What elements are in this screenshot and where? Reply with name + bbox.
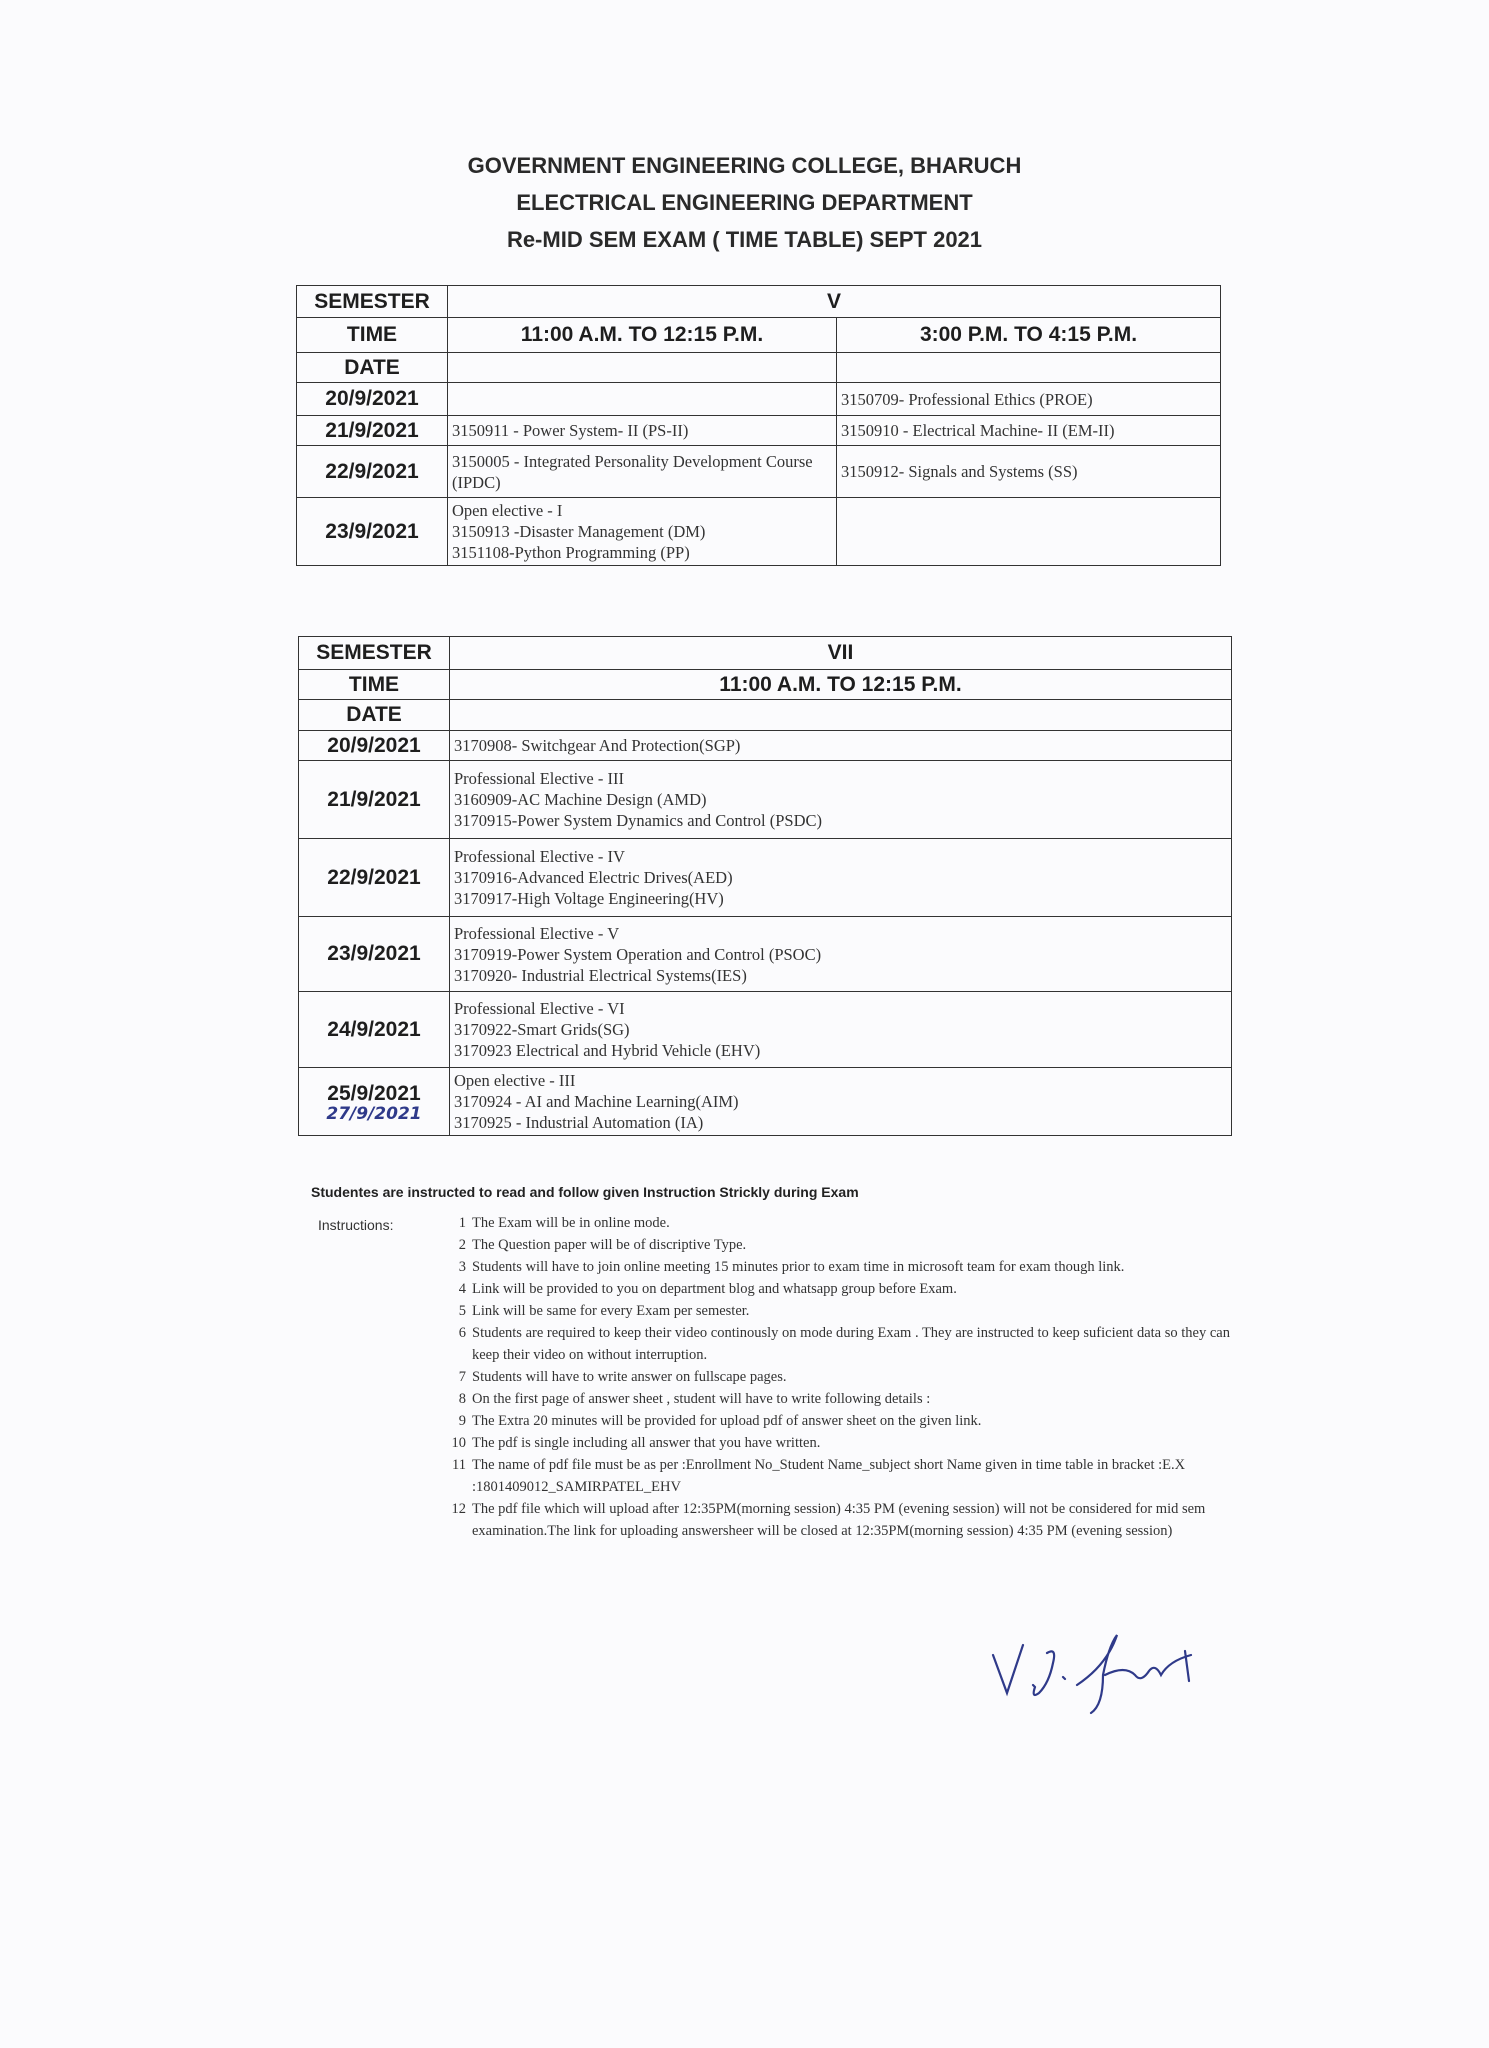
instruction-item <box>440 1300 1240 1322</box>
signature-image <box>985 1615 1245 1725</box>
evening-subject: 3150910 - Electrical Machine- II (EM-II) <box>837 416 1221 446</box>
instruction-text: Link will be provided to you on department blog and whatsapp group before Exam. <box>472 1281 957 1297</box>
instruction-item <box>440 1410 1240 1432</box>
row-date: 21/9/2021 <box>297 416 448 446</box>
instruction-text: The Question paper will be of discriptive Type. <box>472 1237 747 1253</box>
time-evening: 3:00 P.M. TO 4:15 P.M. <box>837 318 1221 353</box>
instruction-text: Students are required to keep their video continously on mode during Exam . They are instructed to keep suficient data so they can keep their video on without interruption. <box>472 1325 1230 1363</box>
semester-label: SEMESTER <box>297 286 448 318</box>
time-label: TIME <box>299 670 450 700</box>
semester-label: SEMESTER <box>299 637 450 670</box>
printed-date: 23/9/2021 <box>327 942 421 965</box>
table-row <box>299 992 1232 1068</box>
subject-line: Open elective - III <box>454 1071 576 1090</box>
instruction-text: The name of pdf file must be as per :Enrollment No_Student Name_subject short Name given in time table in bracket :E.X :1801409012_SAMIRPATEL_EHV <box>472 1457 1186 1495</box>
sem7-timetable <box>298 636 1232 1136</box>
date-label: DATE <box>299 700 450 731</box>
subjects <box>450 731 1232 761</box>
instruction-text: Students will have to write answer on fullscape pages. <box>472 1369 787 1385</box>
subjects <box>450 761 1232 839</box>
instruction-item <box>440 1212 1240 1234</box>
subject-line: 3160909-AC Machine Design (AMD) <box>454 790 707 809</box>
instruction-item <box>440 1454 1240 1498</box>
subject-line: 3170925 - Industrial Automation (IA) <box>454 1113 704 1132</box>
subjects <box>450 992 1232 1068</box>
subject-line: 3170917-High Voltage Engineering(HV) <box>454 889 724 908</box>
subject-line: 3170919-Power System Operation and Control (PSOC) <box>454 944 822 964</box>
table-row <box>297 416 1221 446</box>
subject-line: Professional Elective - V <box>454 923 620 943</box>
evening-subject: 3150709- Professional Ethics (PROE) <box>837 383 1221 416</box>
signature <box>985 1615 1245 1730</box>
row-date <box>299 761 450 839</box>
instruction-text: On the first page of answer sheet , student will have to write following details : <box>472 1391 931 1407</box>
morning-subject <box>448 498 837 566</box>
printed-date: 20/9/2021 <box>327 733 421 757</box>
evening-subject <box>837 498 1221 566</box>
sem5-timetable <box>296 285 1221 566</box>
instruction-item <box>440 1366 1240 1388</box>
table-row <box>297 383 1221 416</box>
department-name: ELECTRICAL ENGINEERING DEPARTMENT <box>516 190 973 215</box>
semester-value: VII <box>450 637 1232 670</box>
time-value: 11:00 A.M. TO 12:15 P.M. <box>450 670 1232 700</box>
instruction-number: 6 <box>458 1325 466 1341</box>
row-date <box>299 731 450 761</box>
morning-subject: 3150005 - Integrated Personality Development Course (IPDC) <box>448 446 837 498</box>
row-date: 22/9/2021 <box>297 446 448 498</box>
subject-line: Professional Elective - VI <box>454 999 625 1018</box>
subject-line: 3170924 - AI and Machine Learning(AIM) <box>454 1092 739 1111</box>
date-label: DATE <box>297 353 448 383</box>
handwritten-date-correction: 27/9/2021 <box>326 1103 422 1124</box>
printed-date: 24/9/2021 <box>327 1017 421 1041</box>
table-row <box>299 917 1232 992</box>
instructions-label: Instructions: <box>318 1217 394 1233</box>
instruction-number: 3 <box>458 1259 466 1275</box>
subject-line: 3170908- Switchgear And Protection(SGP) <box>454 736 741 755</box>
instruction-text: Link will be same for every Exam per semester. <box>472 1303 750 1319</box>
instruction-number: 1 <box>458 1215 466 1231</box>
printed-date: 25/9/2021 <box>327 1081 421 1105</box>
instruction-item <box>440 1432 1240 1454</box>
table-row <box>299 1068 1232 1136</box>
subject-line: Open elective - I <box>452 501 563 520</box>
table-row <box>299 731 1232 761</box>
subject-line: 3170920- Industrial Electrical Systems(IES) <box>454 965 747 985</box>
instruction-number: 10 <box>451 1435 466 1451</box>
instruction-text: The Exam will be in online mode. <box>472 1215 670 1231</box>
subjects <box>450 1068 1232 1136</box>
instruction-number: 5 <box>458 1303 466 1319</box>
evening-subject: 3150912- Signals and Systems (SS) <box>837 446 1221 498</box>
row-date <box>299 992 450 1068</box>
semester-value: V <box>448 286 1221 318</box>
instruction-item <box>440 1498 1240 1542</box>
printed-date: 21/9/2021 <box>327 787 421 811</box>
instruction-number: 9 <box>458 1413 466 1429</box>
instruction-text: The Extra 20 minutes will be provided for upload pdf of answer sheet on the given link. <box>472 1413 982 1429</box>
instruction-item <box>440 1256 1240 1278</box>
row-date: 23/9/2021 <box>297 498 448 566</box>
subject-line: 3151108-Python Programming (PP) <box>452 543 690 562</box>
instruction-number: 11 <box>452 1457 466 1473</box>
instruction-number: 4 <box>458 1281 466 1297</box>
subjects <box>450 917 1232 992</box>
table-row <box>299 839 1232 917</box>
row-date <box>299 1068 450 1136</box>
time-label: TIME <box>297 318 448 353</box>
row-date: 20/9/2021 <box>297 383 448 416</box>
exam-title: Re-MID SEM EXAM ( TIME TABLE) SEPT 2021 <box>506 227 983 252</box>
subject-line: Professional Elective - III <box>454 769 624 788</box>
instructions-intro: Studentes are instructed to read and follow given Instruction Strickly during Exam <box>311 1184 859 1200</box>
instructions-list <box>440 1212 1240 1542</box>
subjects <box>450 839 1232 917</box>
instruction-number: 7 <box>458 1369 466 1385</box>
time-morning: 11:00 A.M. TO 12:15 P.M. <box>448 318 837 353</box>
instruction-item <box>440 1322 1240 1366</box>
subject-line: 3170923 Electrical and Hybrid Vehicle (EHV) <box>454 1041 761 1060</box>
instruction-number: 8 <box>458 1391 466 1407</box>
instruction-text: The pdf file which will upload after 12:35PM(morning session) 4:35 PM (evening session) will not be considered for mid sem examination.The link for uploading answersheer will be closed at 12:35PM(morning session) 4:35 PM (evening session) <box>472 1501 1206 1539</box>
instruction-item <box>440 1278 1240 1300</box>
row-date <box>299 839 450 917</box>
instruction-number: 12 <box>451 1501 466 1517</box>
subject-line: 3170915-Power System Dynamics and Control (PSDC) <box>454 811 823 830</box>
instruction-number: 2 <box>458 1237 466 1253</box>
table-row <box>299 761 1232 839</box>
subject-line: Professional Elective - IV <box>454 847 625 866</box>
table-row <box>297 446 1221 498</box>
morning-subject <box>448 383 837 416</box>
instruction-text: The pdf is single including all answer that you have written. <box>472 1435 821 1451</box>
table-row <box>297 498 1221 566</box>
instruction-text: Students will have to join online meeting 15 minutes prior to exam time in microsoft team for exam though link. <box>472 1259 1125 1275</box>
row-date <box>299 917 450 992</box>
subject-line: 3150913 -Disaster Management (DM) <box>452 522 706 541</box>
printed-date: 22/9/2021 <box>327 865 421 889</box>
subject-line: 3170922-Smart Grids(SG) <box>454 1020 630 1039</box>
morning-subject: 3150911 - Power System- II (PS-II) <box>448 416 837 446</box>
subject-line: 3170916-Advanced Electric Drives(AED) <box>454 868 733 887</box>
college-name: GOVERNMENT ENGINEERING COLLEGE, BHARUCH <box>467 153 1022 178</box>
instruction-item <box>440 1388 1240 1410</box>
instruction-item <box>440 1234 1240 1256</box>
